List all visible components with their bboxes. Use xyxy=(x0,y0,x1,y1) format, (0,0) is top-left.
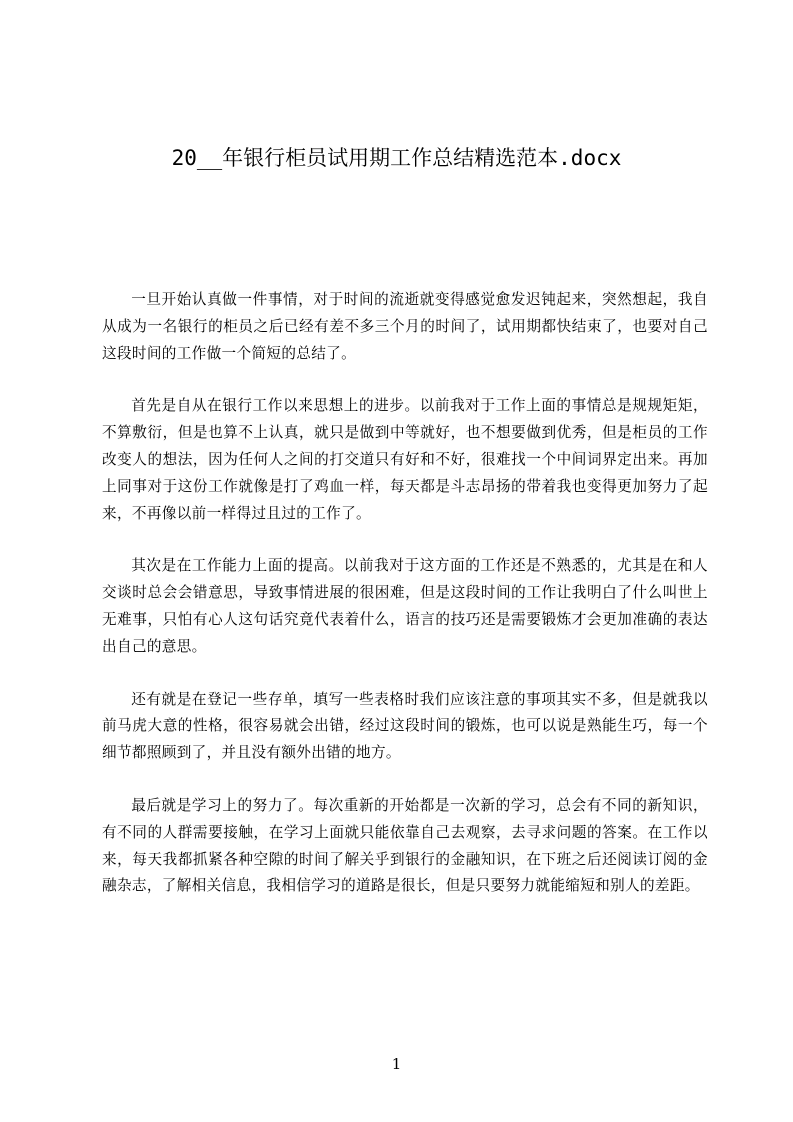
body-paragraph: 最后就是学习上的努力了。每次重新的开始都是一次新的学习，总会有不同的新知识，有不同的人群需要接触，在学习上面就只能依靠自己去观察，去寻求问题的答案。在工作以来，每天我都抓紧各种空隙的时间了解关乎到银行的金融知识，在下班之后还阅读订阅的金融杂志，了解相关信息，我相信学习的道路是很长，但是只要努力就能缩短和别人的差距。 xyxy=(102,796,708,895)
page-number: 1 xyxy=(391,1055,402,1073)
body-paragraph: 还有就是在登记一些存单，填写一些表格时我们应该注意的事项其实不多，但是就我以前马虎大意的性格，很容易就会出错，经过这段时间的锻炼，也可以说是熟能生巧，每一个细节都照顾到了，并且没有额外出错的地方。 xyxy=(102,690,708,762)
body-paragraph: 首先是自从在银行工作以来思想上的进步。以前我对于工作上面的事情总是规规矩矩，不算敷衍，但是也算不上认真，就只是做到中等就好，也不想要做到优秀，但是柜员的工作改变人的想法，因为任何人之间的打交道只有好和不好，很难找一个中间词界定出来。再加上同事对于这份工作就像是打了鸡血一样，每天都是斗志昂扬的带着我也变得更加努力了起来，不再像以前一样得过且过的工作了。 xyxy=(102,397,708,522)
document-body xyxy=(102,287,708,926)
body-paragraph: 其次是在工作能力上面的提高。以前我对于这方面的工作还是不熟悉的，尤其是在和人交谈时总会会错意思，导致事情进展的很困难，但是这段时间的工作让我明白了什么叫世上无难事，只怕有心人这句话究竟代表着什么，语言的技巧还是需要锻炼才会更加准确的表达出自己的意思。 xyxy=(102,557,708,655)
body-paragraph: 一旦开始认真做一件事情，对于时间的流逝就变得感觉愈发迟钝起来，突然想起，我自从成为一名银行的柜员之后已经有差不多三个月的时间了，试用期都快结束了，也要对自己这段时间的工作做一个简短的总结了。 xyxy=(102,291,708,362)
document-title: 20__年银行柜员试用期工作总结精选范本.docx xyxy=(171,146,622,170)
